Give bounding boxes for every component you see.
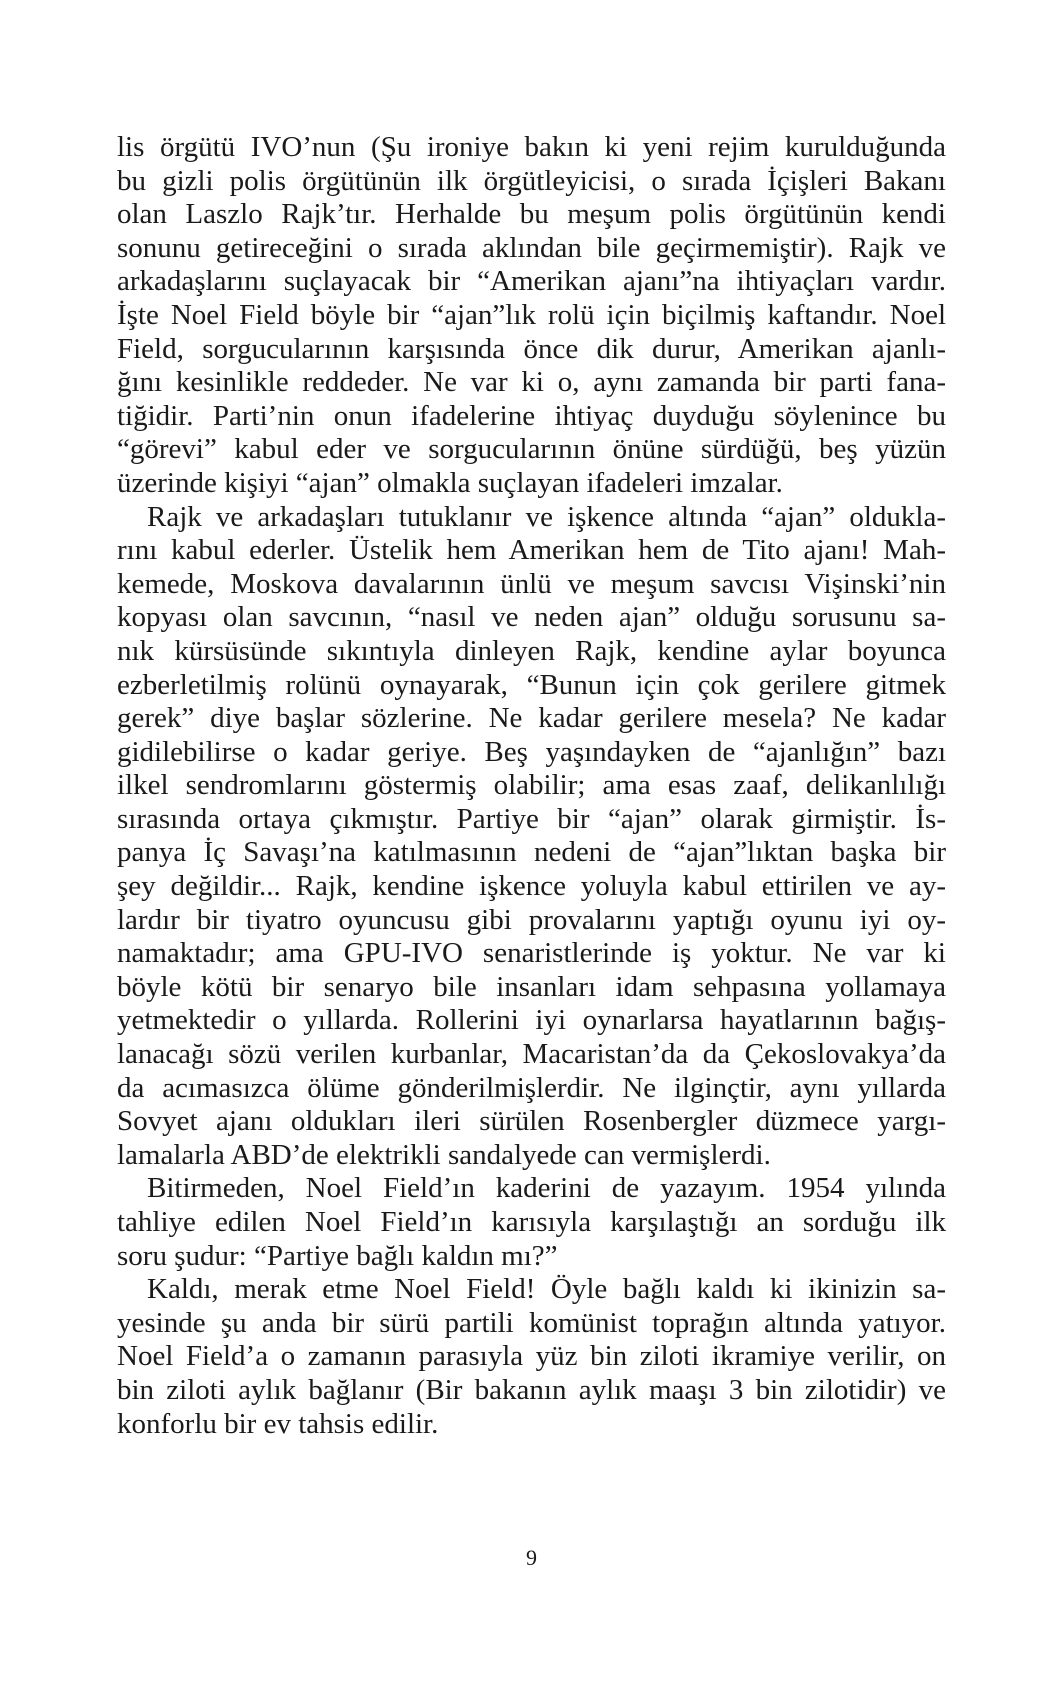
text-line: soru şudur: “Partiye bağlı kaldın mı?” — [117, 1239, 558, 1272]
text-line: namaktadır; ama GPU-IVO senaristlerinde iş yoktur. Ne var ki — [117, 937, 946, 970]
text-line: bin ziloti aylık bağlanır (Bir bakanın aylık maaşı 3 bin zilotidir) ve — [117, 1373, 946, 1406]
text-line: İşte Noel Field böyle bir “ajan”lık rolü için biçilmiş kaftandır. Noel — [117, 298, 946, 331]
text-line: gerek” diye başlar sözlerine. Ne kadar gerilere mesela? Ne kadar — [117, 702, 946, 735]
text-line: panya İç Savaşı’na katılmasının nedeni de “ajan”lıktan başka bir — [117, 836, 946, 869]
text-line: yetmektedir o yıllarda. Rollerini iyi oynarlarsa hayatlarının bağış- — [117, 1004, 946, 1037]
text-line: yesinde şu anda bir sürü partili komünist toprağın altında yatıyor. — [117, 1306, 946, 1339]
paragraph — [117, 1172, 946, 1273]
text-line: lardır bir tiyatro oyuncusu gibi provalarını yaptığı oyunu iyi oy- — [117, 903, 946, 936]
paragraph — [117, 1273, 946, 1441]
text-line: ğını kesinlikle reddeder. Ne var ki o, aynı zamanda bir parti fana- — [117, 366, 946, 399]
text-line: Field, sorgucularının karşısında önce dik durur, Amerikan ajanlı- — [117, 332, 946, 365]
text-line: ezberletilmiş rolünü oynayarak, “Bunun için çok gerilere gitmek — [117, 668, 946, 701]
text-line: arkadaşlarını suçlayacak bir “Amerikan ajanı”na ihtiyaçları vardır. — [117, 265, 946, 298]
paragraph — [117, 131, 946, 501]
text-line: lanacağı sözü verilen kurbanlar, Macaristan’da da Çekoslovakya’da — [117, 1038, 946, 1071]
text-line: tiğidir. Parti’nin onun ifadelerine ihtiyaç duyduğu söylenince bu — [117, 399, 946, 432]
text-line: üzerinde kişiyi “ajan” olmakla suçlayan ifadeleri imzalar. — [117, 466, 783, 499]
page-number: 9 — [526, 1545, 537, 1570]
text-line: böyle kötü bir senaryo bile insanları idam sehpasına yollamaya — [117, 970, 946, 1003]
text-line: bu gizli polis örgütünün ilk örgütleyicisi, o sırada İçişleri Bakanı — [117, 164, 946, 197]
text-line: nık kürsüsünde sıkıntıyla dinleyen Rajk, kendine aylar boyunca — [117, 634, 946, 667]
text-line: kopyası olan savcının, “nasıl ve neden ajan” olduğu sorusunu sa- — [117, 601, 946, 634]
text-line: sonunu getireceğini o sırada aklından bile geçirmemiştir). Rajk ve — [117, 231, 946, 264]
text-line: Kaldı, merak etme Noel Field! Öyle bağlı kaldı ki ikinizin sa- — [147, 1273, 946, 1306]
text-line: ilkel sendromlarını göstermiş olabilir; ama esas zaaf, delikanlılığı — [117, 769, 946, 802]
text-line: lamalarla ABD’de elektrikli sandalyede can vermişlerdi. — [117, 1138, 771, 1171]
text-line: kemede, Moskova davalarının ünlü ve meşum savcısı Vişinski’nin — [117, 567, 946, 600]
text-line: Rajk ve arkadaşları tutuklanır ve işkence altında “ajan” oldukla- — [147, 500, 946, 533]
paragraph — [117, 501, 946, 1173]
text-line: lis örgütü IVO’nun (Şu ironiye bakın ki yeni rejim kurulduğunda — [117, 131, 946, 163]
text-line: Noel Field’a o zamanın parasıyla yüz bin ziloti ikramiye verilir, on — [117, 1340, 946, 1373]
text-line: konforlu bir ev tahsis edilir. — [117, 1407, 439, 1440]
text-line: sırasında ortaya çıkmıştır. Partiye bir “ajan” olarak girmiştir. İs- — [117, 802, 946, 835]
text-line: da acımasızca ölüme gönderilmişlerdir. Ne ilginçtir, aynı yıllarda — [117, 1071, 946, 1104]
text-line: rını kabul ederler. Üstelik hem Amerikan hem de Tito ajanı! Mah- — [117, 534, 946, 567]
text-line: Sovyet ajanı oldukları ileri sürülen Rosenbergler düzmece yargı- — [117, 1105, 946, 1138]
text-line: olan Laszlo Rajk’tır. Herhalde bu meşum polis örgütünün kendi — [117, 198, 946, 231]
text-line: gidilebilirse o kadar geriye. Beş yaşındayken de “ajanlığın” bazı — [117, 735, 946, 768]
text-line: şey değildir... Rajk, kendine işkence yoluyla kabul ettirilen ve ay- — [117, 870, 946, 903]
text-line: “görevi” kabul eder ve sorgucularının önüne sürdüğü, beş yüzün — [117, 433, 946, 466]
body-text — [117, 131, 946, 1441]
text-line: Bitirmeden, Noel Field’ın kaderini de yazayım. 1954 yılında — [147, 1172, 946, 1205]
text-line: tahliye edilen Noel Field’ın karısıyla karşılaştığı an sorduğu ilk — [117, 1206, 946, 1238]
